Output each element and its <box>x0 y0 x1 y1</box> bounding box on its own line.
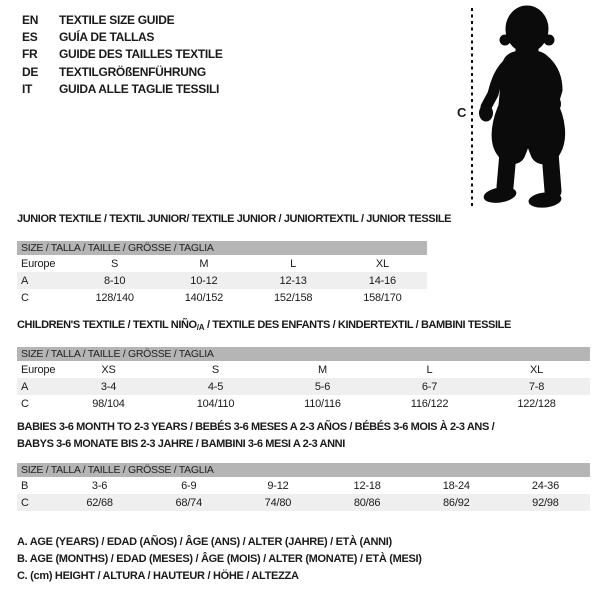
table-row <box>17 289 427 306</box>
table-cell: 74/80 <box>264 496 292 509</box>
language-row-de <box>22 63 223 80</box>
children-size-table <box>17 347 590 412</box>
legend-line-c: C. (cm) HEIGHT / ALTURA / HAUTEUR / HÖHE / ALTEZZA <box>17 570 299 583</box>
table-cell: 98/104 <box>92 397 125 410</box>
size-header-band <box>17 241 427 255</box>
table-cell: 140/152 <box>184 291 224 304</box>
guide-title-it: GUIDA ALLE TAGLIE TESSILI <box>59 82 220 97</box>
language-code: IT <box>22 82 33 97</box>
row-label: Europe <box>21 257 56 270</box>
row-label: C <box>21 496 29 509</box>
guide-title-en: TEXTILE SIZE GUIDE <box>59 12 175 27</box>
babies-table-title-line2: BABYS 3-6 MONATE BIS 2-3 JAHRE / BAMBINI 3-6 MESI A 2-3 ANNI <box>17 438 345 450</box>
language-code: DE <box>22 64 39 79</box>
language-code: EN <box>22 12 39 27</box>
table-cell: 6-9 <box>181 479 197 492</box>
table-cell: 86/92 <box>443 496 470 509</box>
table-row <box>17 361 590 378</box>
table-cell: M <box>199 257 209 270</box>
language-row-es <box>22 28 223 45</box>
table-cell: 9-12 <box>267 479 289 492</box>
table-cell: 12-18 <box>353 479 381 492</box>
toddler-silhouette-shapes <box>480 6 565 208</box>
guide-title-de: TEXTILGRÖßENFÜHRUNG <box>59 64 206 79</box>
size-header-band <box>17 463 590 477</box>
table-cell: L <box>290 257 297 270</box>
row-label: C <box>21 291 29 304</box>
table-cell: S <box>111 257 119 270</box>
table-row <box>17 255 427 272</box>
table-row <box>17 477 590 494</box>
table-cell: 10-12 <box>190 274 218 287</box>
table-cell: 104/110 <box>196 397 235 410</box>
language-code: ES <box>22 30 38 45</box>
table-cell: S <box>211 363 220 376</box>
table-row <box>17 272 427 289</box>
table-cell: 24-36 <box>531 479 560 492</box>
babies-size-table <box>17 463 590 511</box>
size-header-band <box>17 347 590 361</box>
row-label: Europe <box>21 363 56 376</box>
table-cell: XS <box>101 363 116 376</box>
table-cell: 6-7 <box>421 380 438 393</box>
table-cell: 4-5 <box>207 380 224 393</box>
table-cell: 68/74 <box>175 496 203 509</box>
children-title-pre: CHILDREN'S TEXTILE / TEXTIL NIÑO <box>17 319 197 331</box>
table-cell: 7-8 <box>528 380 545 393</box>
height-measure-label: C <box>457 105 467 120</box>
children-table-title <box>17 319 511 331</box>
row-label: B <box>21 479 29 492</box>
measure-legend <box>17 533 422 585</box>
table-cell: 14-16 <box>368 274 396 287</box>
table-cell: 5-6 <box>314 380 331 393</box>
children-title-subscript: /A <box>196 323 205 332</box>
table-row <box>17 395 590 412</box>
table-row <box>17 494 590 511</box>
table-cell: M <box>318 363 327 376</box>
toddler-silhouette <box>477 3 595 208</box>
row-label: A <box>21 274 29 287</box>
size-header-text: SIZE / TALLA / TAILLE / GRÖSSE / TAGLIA <box>21 348 214 360</box>
language-list <box>22 11 223 98</box>
legend-line-b: B. AGE (MONTHS) / EDAD (MESES) / ÂGE (MOIS) / ALTER (MONATE) / ETÀ (MESI) <box>17 553 422 566</box>
table-cell: 12-13 <box>279 274 307 287</box>
language-row-fr <box>22 46 223 63</box>
table-cell: L <box>426 363 433 376</box>
table-cell: 110/116 <box>304 397 341 410</box>
language-code: FR <box>22 47 38 62</box>
legend-line-a: A. AGE (YEARS) / EDAD (AÑOS) / ÂGE (ANS) / ALTER (JAHRE) / ETÀ (ANNI) <box>17 535 392 548</box>
table-cell: 18-24 <box>442 479 470 492</box>
language-row-it <box>22 81 223 98</box>
table-cell: XL <box>529 363 544 376</box>
guide-title-fr: GUIDE DES TAILLES TEXTILE <box>59 47 223 62</box>
row-label: A <box>21 380 29 393</box>
guide-title-es: GUÍA DE TALLAS <box>59 30 155 45</box>
babies-table-title-line1: BABIES 3-6 MONTH TO 2-3 YEARS / BEBÉS 3-6 MESES A 2-3 AÑOS / BÉBÉS 3-6 MOIS À 2-3 ANS / <box>17 421 495 433</box>
table-cell: 128/140 <box>95 291 134 304</box>
table-cell: 158/170 <box>363 291 402 304</box>
table-row <box>17 378 590 395</box>
table-cell: 62/68 <box>86 496 113 509</box>
table-cell: 3-6 <box>91 479 108 492</box>
size-header-text: SIZE / TALLA / TAILLE / GRÖSSE / TAGLIA <box>21 242 214 254</box>
table-cell: 116/122 <box>410 397 449 410</box>
table-cell: 152/158 <box>273 291 313 304</box>
table-cell: 122/128 <box>517 397 556 410</box>
table-cell: 8-10 <box>104 274 126 287</box>
size-header-text: SIZE / TALLA / TAILLE / GRÖSSE / TAGLIA <box>21 464 214 476</box>
table-cell: 80/86 <box>353 496 381 509</box>
language-row-en <box>22 11 223 28</box>
row-label: C <box>21 397 29 410</box>
table-cell: 3-4 <box>100 380 117 393</box>
height-measure-dashed-line <box>471 8 473 208</box>
table-cell: XL <box>375 257 389 270</box>
table-cell: 92/98 <box>532 496 559 509</box>
junior-table-title: JUNIOR TEXTILE / TEXTIL JUNIOR/ TEXTILE JUNIOR / JUNIORTEXTIL / JUNIOR TESSILE <box>17 213 452 225</box>
children-title-post: / TEXTILE DES ENFANTS / KINDERTEXTIL / BAMBINI TESSILE <box>204 319 511 331</box>
junior-size-table <box>17 241 427 306</box>
